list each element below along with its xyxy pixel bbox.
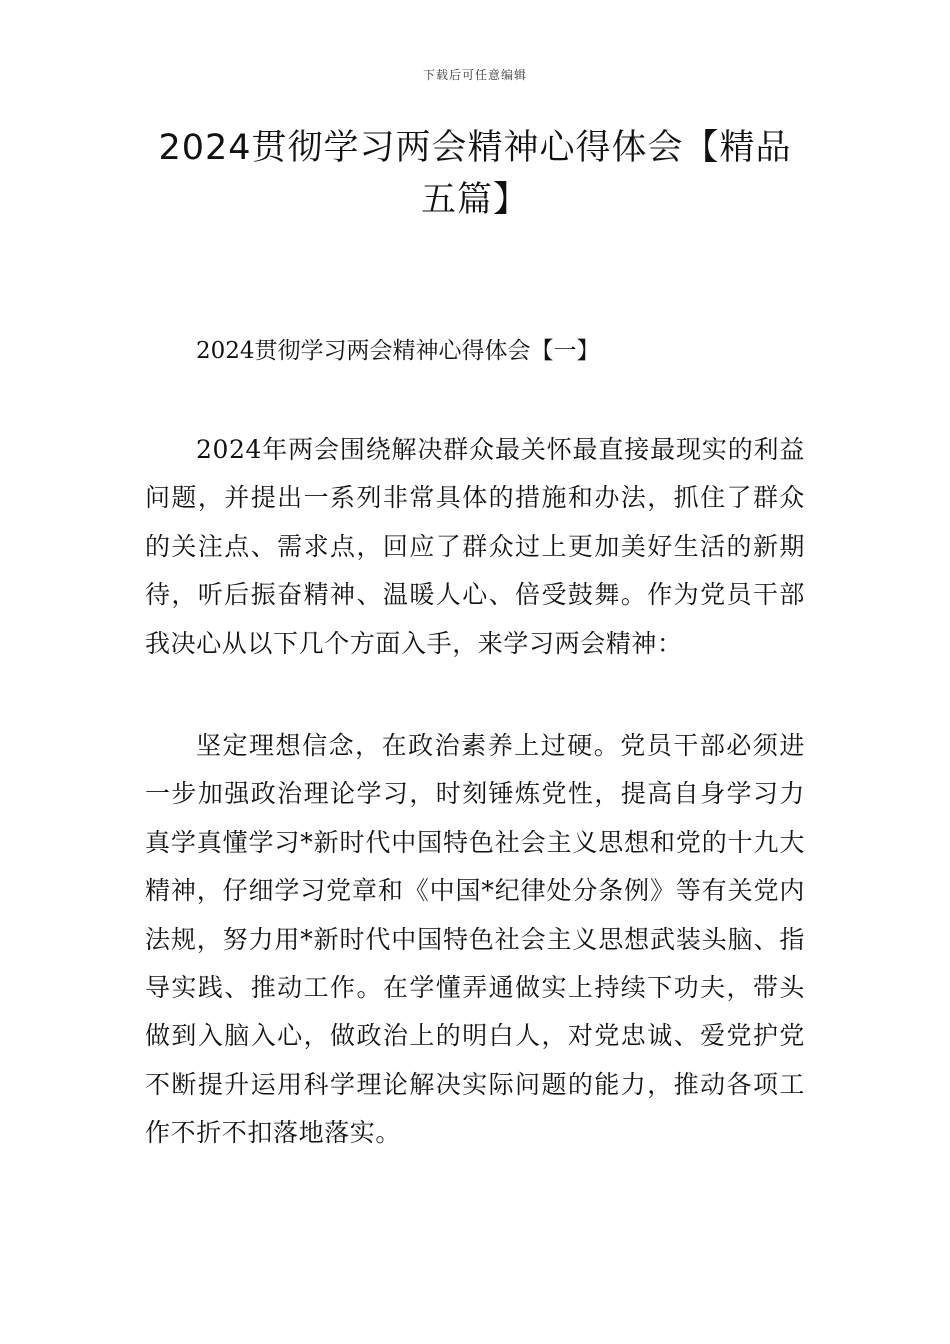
section-title: 2024贯彻学习两会精神心得体会【一】 (196, 338, 600, 364)
header-note: 下载后可任意编辑 (422, 68, 527, 82)
body-paragraph: 坚定理想信念，在政治素养上过硬。党员干部必须进一步加强政治理论学习，时刻锤炼党性，提高自身学习力真学真懂学习*新时代中国特色社会主义思想和党的十九大精神，仔细学习党章和《中国*纪律处分条例》等有关党内法规，努力用*新时代中国特色社会主义思想武装头脑、指导实践、推动工作。在学懂弄通做实上持续下功夫，带头做到入脑入心，做政治上的明白人，对党忠诚、爱党护党不断提升运用科学理论解决实际问题的能力，推动各项工作不折不扣落地落实。 (145, 731, 805, 1148)
document-title: 2024贯彻学习两会精神心得体会【精品五篇】 (158, 128, 792, 220)
body-paragraph: 2024年两会围绕解决群众最关怀最直接最现实的利益问题，并提出一系列非常具体的措施和办法，抓住了群众的关注点、需求点，回应了群众过上更加美好生活的新期待，听后振奋精神、温暖人心、倍受鼓舞。作为党员干部我决心从以下几个方面入手，来学习两会精神： (145, 435, 805, 658)
